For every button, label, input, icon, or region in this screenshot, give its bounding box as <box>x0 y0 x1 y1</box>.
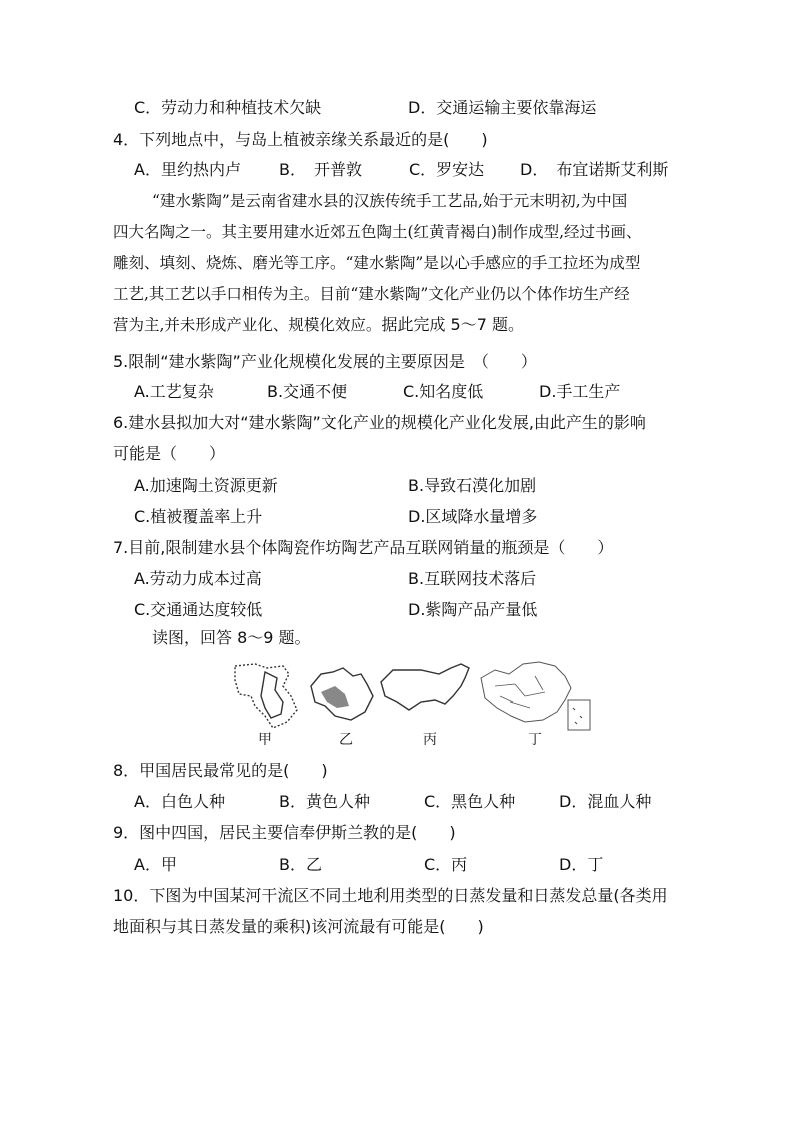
q4-option-a: A．里约热内卢 <box>134 160 241 179</box>
q6-stem-line-2: 可能是（ ） <box>113 444 226 463</box>
q9-option-b: B．乙 <box>279 855 322 874</box>
q6-option-c: C.植被覆盖率上升 <box>134 507 263 526</box>
q9-option-d: D．丁 <box>559 855 604 874</box>
q10-stem-line-1: 10．下图为中国某河干流区不同土地利用类型的日蒸发量和日蒸发总量(各类用 <box>113 886 668 905</box>
map-yi-outline <box>311 668 373 720</box>
q7-stem: 7.目前,限制建水县个体陶瓷作坊陶艺产品互联网销量的瓶颈是（ ） <box>113 538 614 557</box>
q9-stem: 9．图中四国，居民主要信奉伊斯兰教的是( ) <box>113 823 456 842</box>
map-bing-outline <box>381 664 469 710</box>
passage-line-4: 工艺,其工艺以手口相传为主。目前“建水紫陶”文化产业仍以个体作坊生产经 <box>113 285 630 303</box>
map-ding-outline <box>481 662 590 730</box>
map-label-yi: 乙 <box>339 732 353 748</box>
q6-option-a: A.加速陶土资源更新 <box>134 476 278 495</box>
passage-line-3: 雕刻、填刻、烧炼、磨光等工序。“建水紫陶”是以心手感应的手工拉坯为成型 <box>113 254 641 272</box>
q5-option-c: C.知名度低 <box>403 382 484 401</box>
q7-option-d: D.紫陶产品产量低 <box>408 600 538 619</box>
q5-stem: 5.限制“建水紫陶”产业化规模化发展的主要原因是 （ ） <box>113 352 537 371</box>
q7-option-c: C.交通通达度较低 <box>134 600 263 619</box>
q6-option-b: B.导致石漠化加剧 <box>408 476 537 495</box>
q6-option-d: D.区域降水量增多 <box>408 507 538 526</box>
q9-option-a: A．甲 <box>134 855 177 874</box>
map-label-bing: 丙 <box>423 732 437 748</box>
passage-instruction: 据此完成 5～7 题。 <box>381 315 524 334</box>
q10-stem-line-2: 地面积与其日蒸发量的乘积)该河流最有可能是( ) <box>113 917 484 936</box>
map-label-jia: 甲 <box>258 732 272 748</box>
q9-option-c: C．丙 <box>424 855 468 874</box>
q8-option-d: D．混血人种 <box>559 792 652 811</box>
map-intro: 读图，回答 8～9 题。 <box>152 628 311 647</box>
passage-line-5 <box>113 315 524 335</box>
q4-option-c: C．罗安达 <box>409 160 485 179</box>
q7-option-a: A.劳动力成本过高 <box>134 569 262 588</box>
country-maps-figure <box>225 656 605 756</box>
passage-line-5-text: 营为主,并未形成产业化、规模化效应。 <box>113 316 382 334</box>
q8-option-a: A．白色人种 <box>134 792 225 811</box>
q4-option-d: D． 布宜诺斯艾利斯 <box>520 160 669 179</box>
q3-option-c: C．劳动力和种植技术欠缺 <box>134 98 322 117</box>
q8-stem: 8．甲国居民最常见的是( ) <box>113 761 328 780</box>
map-label-ding: 丁 <box>528 732 542 748</box>
q5-option-a: A.工艺复杂 <box>134 382 214 401</box>
q8-option-c: C．黑色人种 <box>424 792 516 811</box>
passage-line-1: “建水紫陶”是云南省建水县的汉族传统手工艺品,始于元末明初,为中国 <box>152 192 628 210</box>
q4-option-b: B． 开普敦 <box>279 160 362 179</box>
q6-stem-line-1: 6.建水县拟加大对“建水紫陶”文化产业的规模化产业化发展,由此产生的影响 <box>113 413 646 432</box>
q3-option-d: D．交通运输主要依靠海运 <box>408 98 597 117</box>
map-jia-outline <box>235 664 297 728</box>
q7-option-b: B.互联网技术落后 <box>408 569 537 588</box>
q4-stem: 4．下列地点中，与岛上植被亲缘关系最近的是( ) <box>113 130 488 149</box>
passage-line-2: 四大名陶之一。其主要用建水近郊五色陶土(红黄青褐白)制作成型,经过书画、 <box>113 223 642 241</box>
q5-option-d: D.手工生产 <box>539 382 621 401</box>
q8-option-b: B．黄色人种 <box>279 792 370 811</box>
q5-option-b: B.交通不便 <box>267 382 348 401</box>
